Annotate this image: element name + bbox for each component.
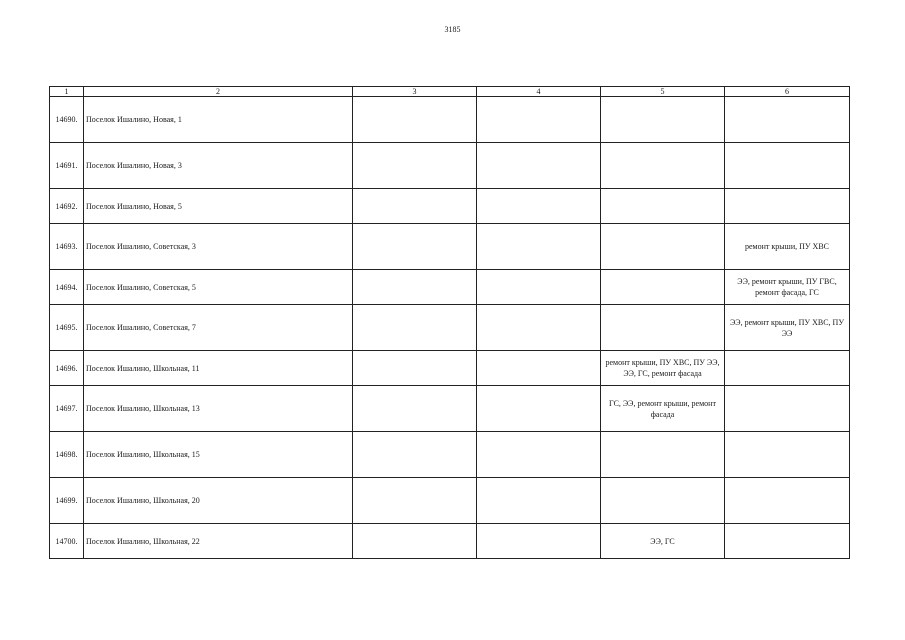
- table-row: [50, 305, 850, 351]
- column-header-1: 1: [50, 87, 84, 97]
- row-col-3: [353, 432, 477, 478]
- row-col-3: [353, 351, 477, 386]
- row-col-6: ЭЭ, ремонт крыши, ПУ ГВС, ремонт фасада, ГС: [725, 270, 850, 305]
- row-col-4: [477, 270, 601, 305]
- table-row: [50, 143, 850, 189]
- table-row: [50, 386, 850, 432]
- row-col-6: [725, 351, 850, 386]
- row-col-6: [725, 386, 850, 432]
- row-col-6: ремонт крыши, ПУ ХВС: [725, 224, 850, 270]
- housing-register-table: [49, 86, 850, 559]
- row-number: 14692.: [50, 189, 84, 224]
- row-col-3: [353, 386, 477, 432]
- column-header-5: 5: [601, 87, 725, 97]
- table-row: [50, 224, 850, 270]
- table-row: [50, 432, 850, 478]
- row-col-6: [725, 143, 850, 189]
- row-col-4: [477, 143, 601, 189]
- row-col-4: [477, 351, 601, 386]
- row-number: 14700.: [50, 524, 84, 559]
- row-number: 14690.: [50, 97, 84, 143]
- row-col-6: [725, 478, 850, 524]
- row-number: 14694.: [50, 270, 84, 305]
- row-address: Поселок Ишалино, Советская, 3: [84, 224, 353, 270]
- row-address: Поселок Ишалино, Школьная, 20: [84, 478, 353, 524]
- row-col-4: [477, 524, 601, 559]
- row-col-4: [477, 189, 601, 224]
- row-col-5: [601, 143, 725, 189]
- row-col-5: ГС, ЭЭ, ремонт крыши, ремонт фасада: [601, 386, 725, 432]
- row-address: Поселок Ишалино, Советская, 5: [84, 270, 353, 305]
- row-address: Поселок Ишалино, Школьная, 15: [84, 432, 353, 478]
- row-col-3: [353, 524, 477, 559]
- row-col-5: [601, 478, 725, 524]
- row-address: Поселок Ишалино, Советская, 7: [84, 305, 353, 351]
- row-col-3: [353, 478, 477, 524]
- row-col-5: [601, 305, 725, 351]
- column-header-2: 2: [84, 87, 353, 97]
- row-col-5: [601, 189, 725, 224]
- row-col-6: ЭЭ, ремонт крыши, ПУ ХВС, ПУ ЭЭ: [725, 305, 850, 351]
- row-address: Поселок Ишалино, Новая, 3: [84, 143, 353, 189]
- row-col-6: [725, 432, 850, 478]
- row-col-6: [725, 97, 850, 143]
- row-col-5: [601, 432, 725, 478]
- row-col-3: [353, 97, 477, 143]
- column-header-4: 4: [477, 87, 601, 97]
- row-col-5: [601, 97, 725, 143]
- page-number: 3185: [444, 25, 461, 34]
- table-row: [50, 97, 850, 143]
- row-col-3: [353, 224, 477, 270]
- row-col-4: [477, 386, 601, 432]
- table-row: [50, 524, 850, 559]
- row-col-6: [725, 524, 850, 559]
- row-number: 14698.: [50, 432, 84, 478]
- row-number: 14699.: [50, 478, 84, 524]
- table-row: [50, 351, 850, 386]
- row-number: 14696.: [50, 351, 84, 386]
- column-header-3: 3: [353, 87, 477, 97]
- row-col-3: [353, 189, 477, 224]
- row-col-3: [353, 305, 477, 351]
- table-row: [50, 189, 850, 224]
- row-col-4: [477, 478, 601, 524]
- row-col-6: [725, 189, 850, 224]
- table-row: [50, 478, 850, 524]
- row-address: Поселок Ишалино, Новая, 5: [84, 189, 353, 224]
- row-col-5: [601, 270, 725, 305]
- row-address: Поселок Ишалино, Школьная, 13: [84, 386, 353, 432]
- row-address: Поселок Ишалино, Новая, 1: [84, 97, 353, 143]
- row-number: 14691.: [50, 143, 84, 189]
- row-col-5: ЭЭ, ГС: [601, 524, 725, 559]
- row-col-5: ремонт крыши, ПУ ХВС, ПУ ЭЭ, ЭЭ, ГС, ремонт фасада: [601, 351, 725, 386]
- table-row: [50, 270, 850, 305]
- row-number: 14697.: [50, 386, 84, 432]
- row-col-3: [353, 143, 477, 189]
- table-header-row: [50, 87, 850, 97]
- row-address: Поселок Ишалино, Школьная, 11: [84, 351, 353, 386]
- row-number: 14695.: [50, 305, 84, 351]
- row-number: 14693.: [50, 224, 84, 270]
- row-col-4: [477, 97, 601, 143]
- column-header-6: 6: [725, 87, 850, 97]
- row-col-4: [477, 432, 601, 478]
- row-address: Поселок Ишалино, Школьная, 22: [84, 524, 353, 559]
- row-col-3: [353, 270, 477, 305]
- row-col-4: [477, 224, 601, 270]
- row-col-4: [477, 305, 601, 351]
- row-col-5: [601, 224, 725, 270]
